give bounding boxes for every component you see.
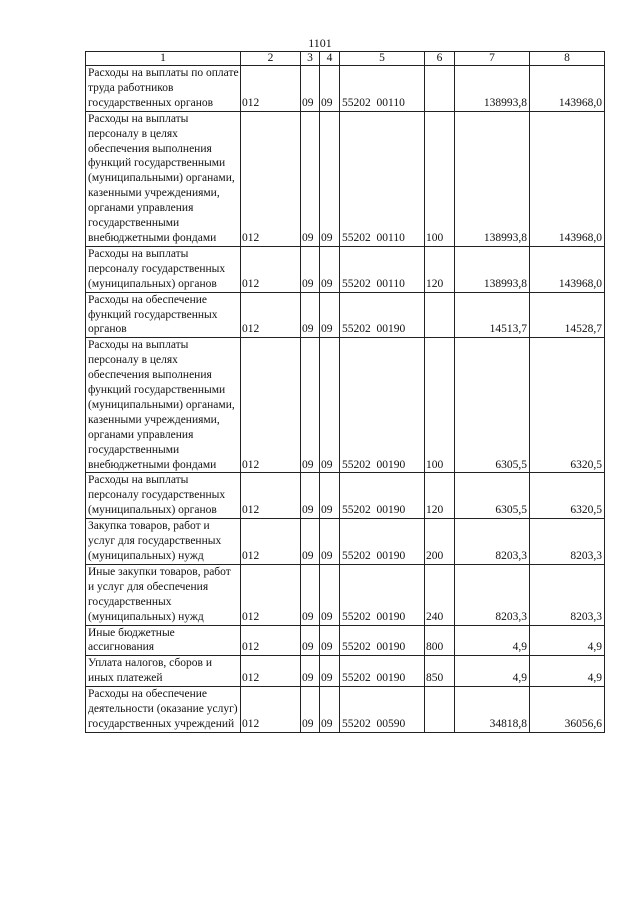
amount-year1-cell: 138993,8 <box>455 66 530 112</box>
amount-year2-cell: 143968,0 <box>530 66 605 112</box>
subsection-code-cell: 09 <box>320 687 340 733</box>
amount-year1-cell: 138993,8 <box>455 111 530 246</box>
page-number: 1101 <box>308 36 332 50</box>
amount-year2-cell: 8203,3 <box>530 564 605 625</box>
expense-type-cell: 240 <box>425 564 455 625</box>
target-article-cell: 55202 00190 <box>340 519 425 565</box>
section-code-cell: 09 <box>301 246 320 292</box>
table-row <box>86 473 605 519</box>
table-row <box>86 66 605 112</box>
section-code-cell: 09 <box>301 687 320 733</box>
expense-type-cell: 120 <box>425 473 455 519</box>
subsection-code-cell: 09 <box>320 292 340 338</box>
subsection-code-cell: 09 <box>320 338 340 473</box>
amount-year1-cell: 138993,8 <box>455 246 530 292</box>
amount-year1-cell: 8203,3 <box>455 564 530 625</box>
ministry-code-cell: 012 <box>241 292 301 338</box>
section-code-cell: 09 <box>301 625 320 656</box>
amount-year1-cell: 34818,8 <box>455 687 530 733</box>
table-row <box>86 292 605 338</box>
row-name-cell: Расходы на выплаты по оплате труда работников государственных органов <box>86 66 241 112</box>
amount-year2-cell: 143968,0 <box>530 111 605 246</box>
row-name-cell: Расходы на обеспечение функций государственных органов <box>86 292 241 338</box>
ministry-code-cell: 012 <box>241 687 301 733</box>
table-row <box>86 656 605 687</box>
subsection-code-cell: 09 <box>320 564 340 625</box>
row-name-cell: Иные бюджетные ассигнования <box>86 625 241 656</box>
amount-year1-cell: 4,9 <box>455 625 530 656</box>
amount-year2-cell: 6320,5 <box>530 338 605 473</box>
row-name-cell: Иные закупки товаров, работ и услуг для обеспечения государственных (муниципальных) нужд <box>86 564 241 625</box>
subsection-code-cell: 09 <box>320 66 340 112</box>
section-code-cell: 09 <box>301 473 320 519</box>
ministry-code-cell: 012 <box>241 656 301 687</box>
amount-year2-cell: 8203,3 <box>530 519 605 565</box>
ministry-code-cell: 012 <box>241 625 301 656</box>
column-header: 7 <box>455 52 530 66</box>
target-article-cell: 55202 00190 <box>340 292 425 338</box>
expense-type-cell: 200 <box>425 519 455 565</box>
expense-type-cell: 100 <box>425 338 455 473</box>
expense-type-cell: 850 <box>425 656 455 687</box>
row-name-cell: Расходы на обеспечение деятельности (оказание услуг) государственных учреждений <box>86 687 241 733</box>
amount-year1-cell: 4,9 <box>455 656 530 687</box>
target-article-cell: 55202 00110 <box>340 66 425 112</box>
target-article-cell: 55202 00590 <box>340 687 425 733</box>
section-code-cell: 09 <box>301 338 320 473</box>
table-row <box>86 625 605 656</box>
amount-year2-cell: 6320,5 <box>530 473 605 519</box>
target-article-cell: 55202 00110 <box>340 111 425 246</box>
amount-year2-cell: 4,9 <box>530 656 605 687</box>
table-row <box>86 564 605 625</box>
ministry-code-cell: 012 <box>241 246 301 292</box>
table-header-row <box>86 52 605 66</box>
table-row <box>86 246 605 292</box>
ministry-code-cell: 012 <box>241 66 301 112</box>
row-name-cell: Уплата налогов, сборов и иных платежей <box>86 656 241 687</box>
section-code-cell: 09 <box>301 292 320 338</box>
amount-year2-cell: 36056,6 <box>530 687 605 733</box>
target-article-cell: 55202 00190 <box>340 564 425 625</box>
column-header: 5 <box>340 52 425 66</box>
amount-year1-cell: 8203,3 <box>455 519 530 565</box>
column-header: 8 <box>530 52 605 66</box>
target-article-cell: 55202 00190 <box>340 625 425 656</box>
section-code-cell: 09 <box>301 111 320 246</box>
expense-type-cell <box>425 292 455 338</box>
row-name-cell: Расходы на выплаты персоналу в целях обеспечения выполнения функций государственными (муниципальными) органами, казенными учреждениями, органами управления государственными внебюджетными фондами <box>86 111 241 246</box>
subsection-code-cell: 09 <box>320 656 340 687</box>
expense-type-cell: 120 <box>425 246 455 292</box>
ministry-code-cell: 012 <box>241 519 301 565</box>
table-row <box>86 519 605 565</box>
table-row <box>86 111 605 246</box>
target-article-cell: 55202 00110 <box>340 246 425 292</box>
column-header: 1 <box>86 52 241 66</box>
amount-year2-cell: 4,9 <box>530 625 605 656</box>
table-row <box>86 338 605 473</box>
subsection-code-cell: 09 <box>320 473 340 519</box>
target-article-cell: 55202 00190 <box>340 338 425 473</box>
expense-type-cell: 800 <box>425 625 455 656</box>
row-name-cell: Расходы на выплаты персоналу в целях обеспечения выполнения функций государственными (муниципальными) органами, казенными учреждениями, органами управления государственными внебюджетными фондами <box>86 338 241 473</box>
table-row <box>86 687 605 733</box>
section-code-cell: 09 <box>301 519 320 565</box>
budget-table <box>85 51 605 733</box>
target-article-cell: 55202 00190 <box>340 656 425 687</box>
amount-year1-cell: 14513,7 <box>455 292 530 338</box>
amount-year1-cell: 6305,5 <box>455 338 530 473</box>
ministry-code-cell: 012 <box>241 473 301 519</box>
expense-type-cell: 100 <box>425 111 455 246</box>
expense-type-cell <box>425 66 455 112</box>
section-code-cell: 09 <box>301 564 320 625</box>
amount-year2-cell: 14528,7 <box>530 292 605 338</box>
amount-year1-cell: 6305,5 <box>455 473 530 519</box>
row-name-cell: Расходы на выплаты персоналу государственных (муниципальных) органов <box>86 473 241 519</box>
subsection-code-cell: 09 <box>320 625 340 656</box>
subsection-code-cell: 09 <box>320 111 340 246</box>
amount-year2-cell: 143968,0 <box>530 246 605 292</box>
row-name-cell: Расходы на выплаты персоналу государственных (муниципальных) органов <box>86 246 241 292</box>
row-name-cell: Закупка товаров, работ и услуг для государственных (муниципальных) нужд <box>86 519 241 565</box>
column-header: 3 <box>301 52 320 66</box>
target-article-cell: 55202 00190 <box>340 473 425 519</box>
ministry-code-cell: 012 <box>241 111 301 246</box>
section-code-cell: 09 <box>301 656 320 687</box>
column-header: 6 <box>425 52 455 66</box>
subsection-code-cell: 09 <box>320 519 340 565</box>
column-header: 2 <box>241 52 301 66</box>
subsection-code-cell: 09 <box>320 246 340 292</box>
column-header: 4 <box>320 52 340 66</box>
expense-type-cell <box>425 687 455 733</box>
ministry-code-cell: 012 <box>241 564 301 625</box>
section-code-cell: 09 <box>301 66 320 112</box>
ministry-code-cell: 012 <box>241 338 301 473</box>
